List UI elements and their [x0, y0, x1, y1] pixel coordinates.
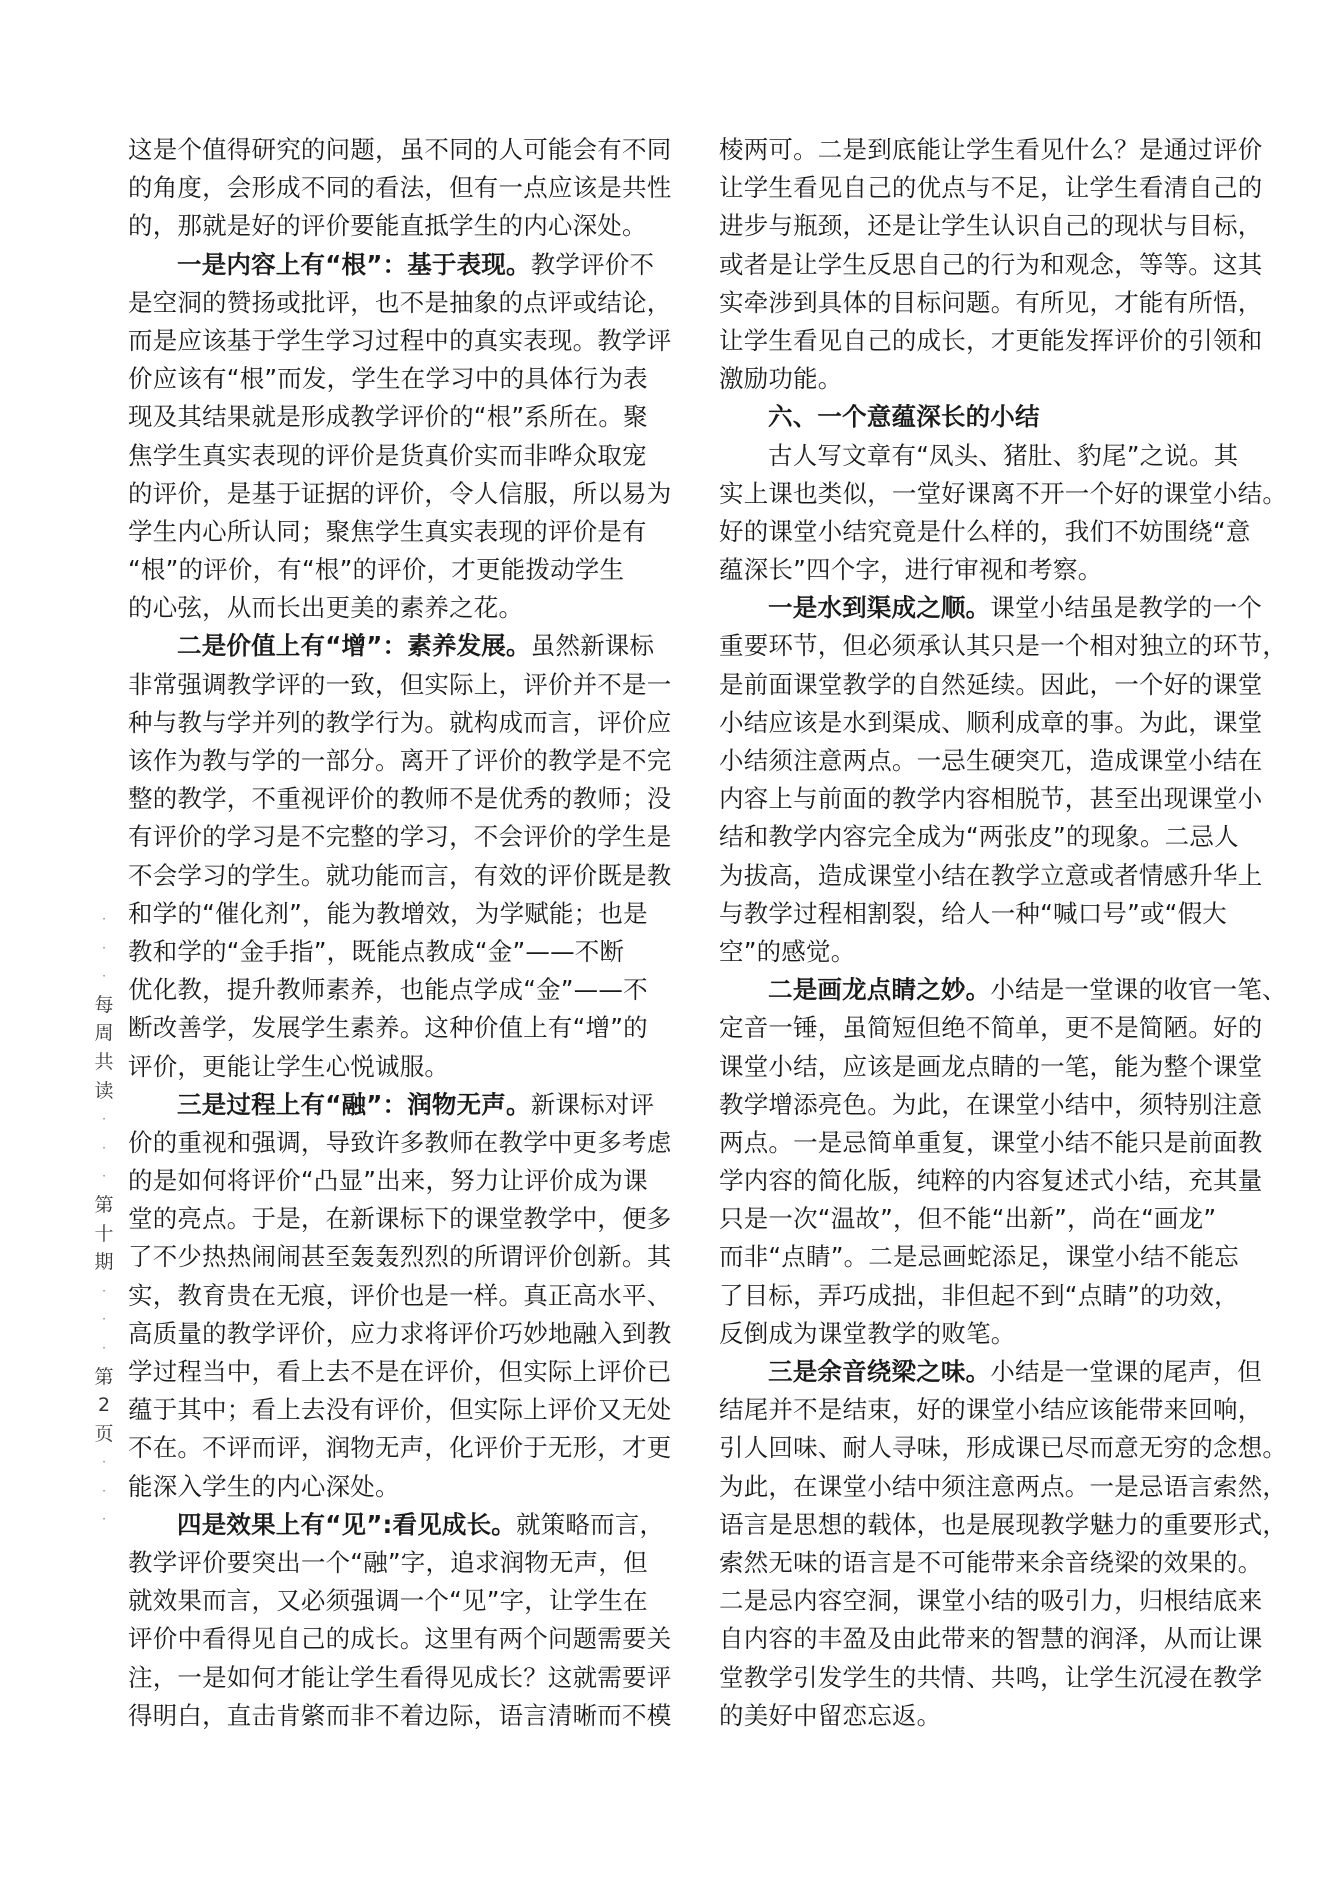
- text-line: [719, 551, 1243, 589]
- side-dot: ·: [102, 1340, 106, 1355]
- line-text: 学内容的简化版，纯粹的内容复述式小结，充其量: [719, 1166, 1263, 1196]
- text-line: [719, 1277, 1243, 1315]
- text-line: [128, 971, 648, 1009]
- line-text: 小结是一堂课的收官一笔、: [990, 975, 1287, 1005]
- line-text: 教和学的“金手指”，既能点教成“金”——不断: [128, 936, 625, 966]
- text-line: [719, 513, 1251, 551]
- line-text: 索然无味的语言是不可能带来余音绕梁的效果的。: [719, 1547, 1263, 1577]
- heading-line: [128, 627, 655, 665]
- line-text: 蕴深长”四个字，进行审视和考察。: [719, 555, 1103, 585]
- text-line: [719, 857, 1263, 895]
- text-line: [719, 627, 1288, 665]
- text-line: [128, 551, 640, 589]
- line-text: 的角度，会形成不同的看法，但有一点应该是共性: [128, 173, 672, 203]
- text-line: [128, 1391, 672, 1429]
- line-text: 两点。一是忌简单重复，课堂小结不能只是前面教: [719, 1127, 1263, 1157]
- text-line: [719, 818, 1243, 856]
- line-text: 反倒成为课堂教学的败笔。: [719, 1318, 1016, 1348]
- line-text: 只是一次“温故”，但不能“出新”，尚在“画龙”: [719, 1204, 1217, 1234]
- heading-line: [128, 1086, 655, 1124]
- line-text: 实上课也类似，一堂好课离不开一个好的课堂小结。: [719, 478, 1288, 508]
- bold-lead: 六、一个意蕴深长的小结: [768, 402, 1040, 432]
- text-line: [128, 1544, 648, 1582]
- text-line: [719, 1124, 1263, 1162]
- text-line: [128, 131, 672, 169]
- line-text: 小结是一堂课的尾声，但: [990, 1357, 1263, 1386]
- side-label-char: 期: [94, 1251, 114, 1274]
- line-text: 而是应该基于学生学习过程中的真实表现。教学评: [128, 325, 672, 355]
- line-text: 焦学生真实表现的评价是货真价实而非哗众取宠: [128, 440, 647, 470]
- text-line: [719, 1582, 1263, 1620]
- text-line: [128, 1353, 672, 1391]
- text-line: [128, 1048, 640, 1086]
- line-text: 棱两可。二是到底能让学生看见什么？是通过评价: [719, 135, 1263, 164]
- line-text: 价应该有“根”而发，学生在学习中的具体行为表: [128, 364, 648, 394]
- line-text: 有评价的学习是不完整的学习，不会评价的学生是: [128, 822, 672, 852]
- line-text: 的是如何将评价“凸显”出来，努力让评价成为课: [128, 1166, 648, 1196]
- line-text: 堂的亮点。于是，在新课标下的课堂教学中，便多: [128, 1204, 672, 1234]
- line-text: 或者是让学生反思自己的行为和观念，等等。这其: [719, 249, 1263, 279]
- text-line: [128, 1659, 672, 1697]
- side-label-char: 第: [94, 1365, 114, 1388]
- text-line: [128, 360, 648, 398]
- text-line: [719, 742, 1263, 780]
- text-line: [719, 1506, 1288, 1544]
- line-text: 而非“点睛”。二是忌画蛇添足，课堂小结不能忘: [719, 1242, 1239, 1272]
- line-text: 课堂小结虽是教学的一个: [990, 593, 1263, 623]
- text-line: [128, 857, 672, 895]
- line-text: 结和教学内容完全成为“两张皮”的现象。二忌人: [719, 822, 1239, 852]
- line-text: 不会学习的学生。就功能而言，有效的评价既是教: [128, 860, 672, 890]
- text-line: [128, 1009, 648, 1047]
- text-line: [128, 589, 640, 627]
- text-line: [128, 207, 647, 245]
- text-line: [719, 1620, 1263, 1658]
- text-line: [719, 1086, 1263, 1124]
- side-dot: ·: [102, 1169, 106, 1184]
- bold-lead: 三是余音绕梁之味。: [768, 1357, 991, 1386]
- text-line: [128, 704, 672, 742]
- line-text: 的心弦，从而长出更美的素养之花。: [128, 593, 524, 623]
- line-text: 定音一锤，虽简短但绝不简单，更不是简陋。好的: [719, 1013, 1263, 1043]
- side-dot: ·: [102, 1283, 106, 1298]
- side-dot: ·: [102, 969, 106, 984]
- line-text: 该作为教与学的一部分。离开了评价的教学是不完: [128, 746, 672, 775]
- text-line: [719, 1238, 1243, 1276]
- line-text: 的，那就是好的评价要能直抵学生的内心深处。: [128, 211, 647, 241]
- text-line: [719, 475, 1288, 513]
- side-dot: ·: [102, 1312, 106, 1327]
- bold-lead: 四是效果上有“见”:看见成长。: [177, 1509, 517, 1539]
- text-line: [719, 1200, 1243, 1238]
- line-text: 就策略而言，: [516, 1509, 665, 1539]
- text-line: [719, 1429, 1288, 1467]
- line-text: 为此，在课堂小结中须注意两点。一是忌语言索然，: [719, 1471, 1288, 1501]
- heading-line: [128, 246, 655, 284]
- text-line: [719, 780, 1263, 818]
- text-line: [128, 818, 672, 856]
- line-text: 是前面课堂教学的自然延续。因此，一个好的课堂: [719, 669, 1263, 699]
- line-text: 非常强调教学评的一致，但实际上，评价并不是一: [128, 669, 672, 699]
- line-text: 引人回味、耐人寻味，形成课已尽而意无穷的念想。: [719, 1433, 1288, 1463]
- line-text: 价的重视和强调，导致许多教师在教学中更多考虑: [128, 1127, 672, 1157]
- line-text: “根”的评价，有“根”的评价，才更能拨动学生: [128, 555, 625, 585]
- line-text: 二是忌内容空洞，课堂小结的吸引力，归根结底来: [719, 1586, 1263, 1616]
- line-text: 整的教学，不重视评价的教师不是优秀的教师；没: [128, 784, 672, 814]
- text-line: [719, 895, 1243, 933]
- line-text: 结尾并不是结束，好的课堂小结应该能带来回响，: [719, 1395, 1263, 1425]
- line-text: 与教学过程相割裂，给人一种“喊口号”或“假大: [719, 898, 1227, 928]
- left-column: [128, 131, 672, 1735]
- line-text: 断改善学，发展学生素养。这种价值上有“增”的: [128, 1013, 648, 1043]
- line-text: 学过程当中，看上去不是在评价，但实际上评价已: [128, 1357, 672, 1386]
- line-text: 语言是思想的载体，也是展现教学魅力的重要形式，: [719, 1509, 1288, 1539]
- text-line: [719, 322, 1263, 360]
- text-line: [128, 1582, 648, 1620]
- text-line: [719, 246, 1263, 284]
- text-line: [128, 513, 647, 551]
- line-text: 小结应该是水到渠成、顺利成章的事。为此，课堂: [719, 707, 1263, 737]
- line-text: 激励功能。: [719, 364, 843, 394]
- line-text: 的评价，是基于证据的评价，令人信服，所以易为: [128, 478, 672, 508]
- text-line: [128, 169, 672, 207]
- line-text: 是空洞的赞扬或批评，也不是抽象的点评或结论，: [128, 287, 672, 317]
- text-line: [128, 398, 648, 436]
- side-dot: ·: [102, 912, 106, 926]
- side-label-char: 读: [94, 1079, 114, 1102]
- text-line: [719, 1048, 1263, 1086]
- text-line: [128, 1429, 672, 1467]
- line-text: 就效果而言，又必须强调一个“见”字，让学生在: [128, 1586, 648, 1616]
- line-text: 了不少热热闹闹甚至轰轰烈烈的所谓评价创新。其: [128, 1242, 672, 1272]
- text-line: [719, 1391, 1263, 1429]
- text-line: [128, 1124, 672, 1162]
- side-label-char: 2: [97, 1394, 111, 1417]
- text-line: [719, 169, 1263, 207]
- line-text: 空”的感觉。: [719, 936, 856, 966]
- text-line: [719, 1162, 1263, 1200]
- line-text: 内容上与前面的教学内容相脱节，甚至出现课堂小: [719, 784, 1263, 814]
- text-line: [719, 1468, 1288, 1506]
- text-line: [719, 1697, 1243, 1735]
- right-column: [719, 131, 1288, 1735]
- text-line: [128, 437, 647, 475]
- text-line: [719, 666, 1263, 704]
- line-text: 现及其结果就是形成教学评价的“根”系所在。聚: [128, 402, 648, 432]
- text-line: [719, 1009, 1263, 1047]
- text-line: [128, 1315, 672, 1353]
- text-line: [128, 1238, 672, 1276]
- heading-line: [719, 971, 1287, 1009]
- text-line: [128, 1200, 672, 1238]
- line-text: 实，教育贵在无痕，评价也是一样。真正高水平、: [128, 1280, 672, 1310]
- text-line: [128, 1468, 640, 1506]
- line-text: 评价，更能让学生心悦诚服。: [128, 1051, 450, 1081]
- side-margin-label: [94, 905, 114, 1534]
- text-line: [128, 780, 672, 818]
- text-line: [128, 742, 672, 780]
- line-text: 了目标，弄巧成拙，非但起不到“点睛”的功效，: [719, 1280, 1239, 1310]
- line-text: 小结须注意两点。一忌生硬突兀，造成课堂小结在: [719, 746, 1263, 775]
- bold-lead: 二是价值上有“增”：素养发展。: [177, 631, 531, 661]
- line-text: 教学增添亮色。为此，在课堂小结中，须特别注意: [719, 1089, 1263, 1119]
- line-text: 学生内心所认同；聚焦学生真实表现的评价是有: [128, 516, 647, 546]
- side-dot: ·: [102, 1112, 106, 1127]
- line-text: 教学评价不: [530, 249, 655, 279]
- bold-lead: 一是内容上有“根”：基于表现。: [177, 249, 531, 279]
- line-text: 实牵涉到具体的目标问题。有所见，才能有所悟，: [719, 287, 1263, 317]
- text-line: [719, 1659, 1263, 1697]
- heading-line: [719, 589, 1263, 627]
- text-line: [128, 322, 672, 360]
- line-text: 的美好中留恋忘返。: [719, 1700, 942, 1730]
- side-label-char: 页: [94, 1422, 114, 1445]
- text-line: [719, 933, 1243, 971]
- side-dot: ·: [102, 1512, 106, 1527]
- text-line: [719, 284, 1263, 322]
- line-text: 课堂小结，应该是画龙点睛的一笔，能为整个课堂: [719, 1051, 1263, 1081]
- line-text: 这是个值得研究的问题，虽不同的人可能会有不同: [128, 135, 672, 164]
- side-dot: ·: [102, 1140, 106, 1155]
- bold-lead: 三是过程上有“融”：润物无声。: [177, 1089, 531, 1119]
- line-text: 教学评价要突出一个“融”字，追求润物无声，但: [128, 1547, 648, 1577]
- line-text: 为拔高，造成课堂小结在教学立意或者情感升华上: [719, 860, 1263, 890]
- text-line: [719, 704, 1263, 742]
- side-label-char: 每: [94, 993, 114, 1016]
- line-text: 好的课堂小结究竟是什么样的，我们不妨围绕“意: [719, 516, 1251, 546]
- text-line: [719, 1544, 1263, 1582]
- side-label-char: 第: [94, 1193, 114, 1216]
- text-line: [128, 666, 672, 704]
- text-line: [128, 475, 672, 513]
- line-text: 得明白，直击肯綮而非不着边际，语言清晰而不模: [128, 1700, 672, 1730]
- line-text: 让学生看见自己的成长，才更能发挥评价的引领和: [719, 325, 1263, 355]
- line-text: 堂教学引发学生的共情、共鸣，让学生沉浸在教学: [719, 1662, 1263, 1692]
- line-text: 自内容的丰盈及由此带来的智慧的润泽，从而让课: [719, 1624, 1263, 1654]
- side-dot: ·: [102, 1483, 106, 1498]
- heading-line: [719, 1353, 1263, 1391]
- line-text: 高质量的教学评价，应力求将评价巧妙地融入到教: [128, 1318, 672, 1348]
- text-line: [128, 933, 640, 971]
- text-line: [719, 207, 1263, 245]
- line-text: 不在。不评而评，润物无声，化评价于无形，才更: [128, 1433, 672, 1463]
- text-line: [128, 1620, 672, 1658]
- heading-line: [719, 398, 1243, 436]
- heading-line: [128, 1506, 665, 1544]
- line-text: 能深入学生的内心深处。: [128, 1471, 400, 1501]
- line-text: 和学的“催化剂”，能为教增效，为学赋能；也是: [128, 898, 648, 928]
- side-dot: ·: [102, 940, 106, 955]
- line-text: 重要环节，但必须承认其只是一个相对独立的环节，: [719, 631, 1288, 661]
- line-text: 注，一是如何才能让学生看得见成长？这就需要评: [128, 1662, 672, 1692]
- side-label-char: 共: [94, 1050, 114, 1073]
- text-line: [719, 360, 1243, 398]
- line-text: 让学生看见自己的优点与不足，让学生看清自己的: [719, 173, 1263, 203]
- side-dot: ·: [102, 1455, 106, 1470]
- text-line: [719, 1315, 1243, 1353]
- line-text: 种与教与学并列的教学行为。就构成而言，评价应: [128, 707, 672, 737]
- side-label-char: 周: [94, 1022, 114, 1045]
- text-line: [128, 284, 672, 322]
- line-text: 古人写文章有“凤头、猪肚、豹尾”之说。其: [768, 440, 1239, 470]
- line-text: 进步与瓶颈，还是让学生认识自己的现状与目标，: [719, 211, 1263, 241]
- line-text: 优化教，提升教师素养，也能点学成“金”——不: [128, 975, 648, 1005]
- line-text: 新课标对评: [530, 1089, 655, 1119]
- text-line: [719, 437, 1243, 475]
- text-line: [719, 131, 1263, 169]
- bold-lead: 二是画龙点睛之妙。: [768, 975, 991, 1005]
- text-line: [128, 1697, 672, 1735]
- bold-lead: 一是水到渠成之顺。: [768, 593, 991, 623]
- text-line: [128, 1277, 672, 1315]
- text-line: [128, 1162, 648, 1200]
- side-label-char: 十: [94, 1222, 114, 1245]
- text-line: [128, 895, 648, 933]
- line-text: 虽然新课标: [530, 631, 655, 661]
- line-text: 评价中看得见自己的成长。这里有两个问题需要关: [128, 1624, 672, 1654]
- line-text: 蕴于其中；看上去没有评价，但实际上评价又无处: [128, 1395, 672, 1425]
